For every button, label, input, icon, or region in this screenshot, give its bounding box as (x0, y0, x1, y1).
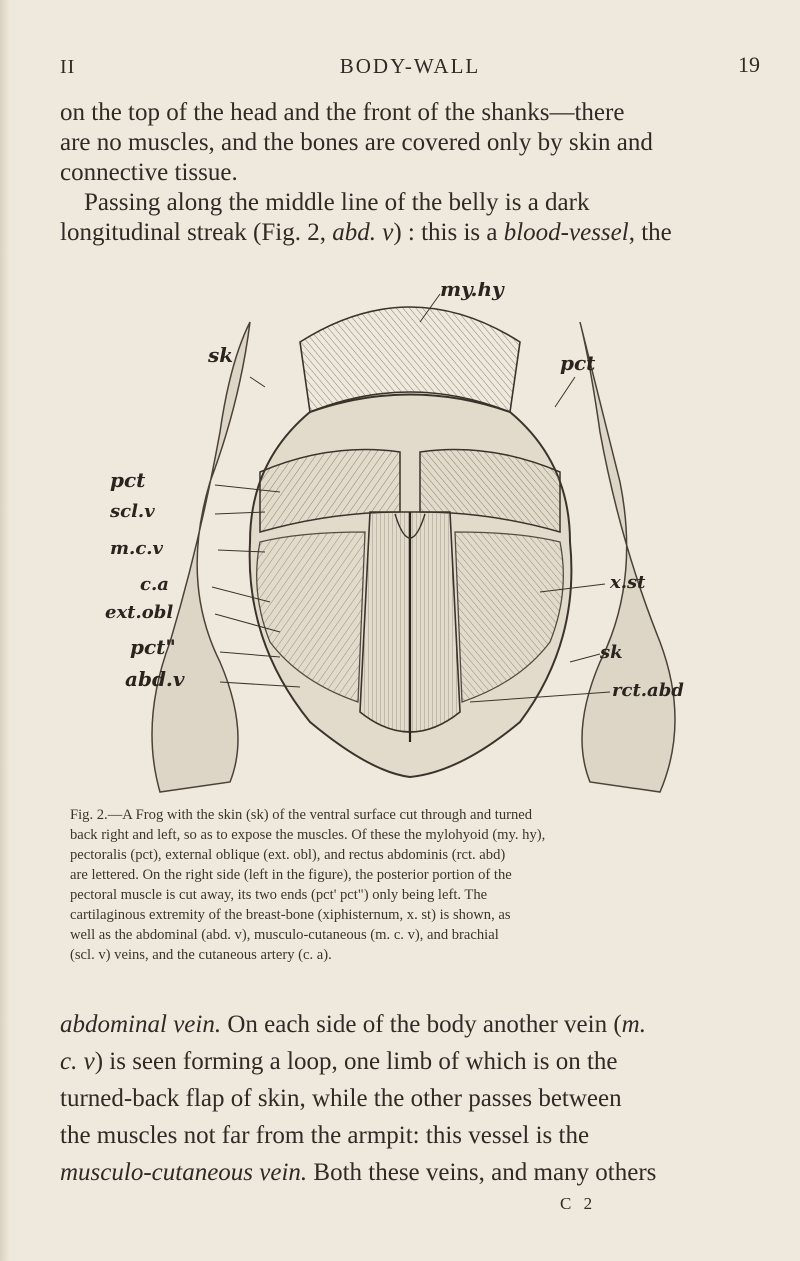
page-header (60, 46, 760, 86)
page-binding-edge (0, 0, 10, 1261)
text-run: Both these veins, and many others (307, 1159, 657, 1186)
text-run: ) is seen forming a loop, one limb of which is on the (94, 1048, 618, 1075)
running-title: BODY-WALL (339, 54, 481, 78)
external-oblique-left (257, 532, 365, 702)
italic-ref: abd. v (332, 219, 394, 246)
caption-line: Fig. 2.—A Frog with the skin (sk) of the ventral surface cut through and turned (70, 807, 533, 823)
text-line: on the top of the head and the front of the shanks—there (60, 99, 625, 126)
skin-flap-left (152, 322, 250, 792)
signature-mark: II (60, 56, 76, 78)
text-line: the muscles not far from the armpit: this vessel is the (60, 1122, 590, 1149)
text-run: On each side of the body another vein ( (221, 1011, 622, 1038)
frog-illustration (100, 282, 720, 797)
italic-term: musculo-cutaneous vein. (60, 1159, 308, 1186)
text-run: longitudinal streak (Fig. 2, (60, 219, 333, 246)
text-line (60, 1043, 760, 1080)
text-run: ) : this is a (393, 219, 504, 246)
caption-line: (scl. v) veins, and the cutaneous artery (c. a). (70, 947, 332, 963)
label-mc-v: m.c.v (110, 538, 163, 559)
text-line (60, 1154, 760, 1191)
text-line: turned-back flap of skin, while the other passes between (60, 1085, 622, 1112)
label-c-a: c.a (140, 574, 169, 595)
page-number: 19 (738, 52, 760, 77)
paragraph-top (60, 98, 760, 248)
label-pct-left: pct (110, 468, 146, 492)
text-run: , the (628, 219, 672, 246)
text-line (60, 218, 760, 248)
text-line: are no muscles, and the bones are covered only by skin and (60, 129, 653, 156)
caption-line: cartilaginous extremity of the breast-bone (xiphisternum, x. st) is shown, as (70, 907, 511, 923)
italic-term: blood-vessel (503, 219, 629, 246)
label-scl-v: scl.v (110, 501, 155, 522)
skin-flap-right (580, 322, 675, 792)
text-line: Passing along the middle line of the belly is a dark (84, 189, 590, 216)
italic-ref: m. (621, 1011, 646, 1038)
label-sk-right: sk (600, 642, 623, 663)
figure-caption (70, 805, 770, 965)
label-abd-v: abd.v (125, 667, 185, 691)
caption-line: pectoral muscle is cut away, its two ends (pct' pct") only being left. The (70, 887, 488, 903)
text-line (60, 1006, 760, 1043)
label-x-st: x.st (610, 572, 646, 593)
caption-line: well as the abdominal (abd. v), musculo-cutaneous (m. c. v), and brachial (70, 927, 499, 943)
caption-line: back right and left, so as to expose the muscles. Of these the mylohyoid (my. hy), (70, 827, 546, 843)
italic-term: abdominal vein. (60, 1011, 222, 1038)
text-line: connective tissue. (60, 159, 238, 186)
label-sk-left: sk (208, 343, 234, 367)
label-ext-obl: ext.obl (105, 602, 174, 623)
label-pct-right: pct (560, 351, 596, 375)
caption-line: are lettered. On the right side (left in the figure), the posterior portion of the (70, 867, 512, 883)
italic-ref: c. v (60, 1048, 95, 1075)
paragraph-bottom (60, 1006, 760, 1191)
label-my-hy: my.hy (440, 282, 504, 301)
frog-dissection-figure (100, 282, 720, 797)
label-pct-double-prime: pct" (130, 635, 176, 659)
label-rct-abd: rct.abd (612, 680, 684, 701)
caption-line: pectoralis (pct), external oblique (ext. obl), and rectus abdominis (rct. abd) (70, 847, 506, 863)
catchword: C 2 (560, 1194, 597, 1213)
